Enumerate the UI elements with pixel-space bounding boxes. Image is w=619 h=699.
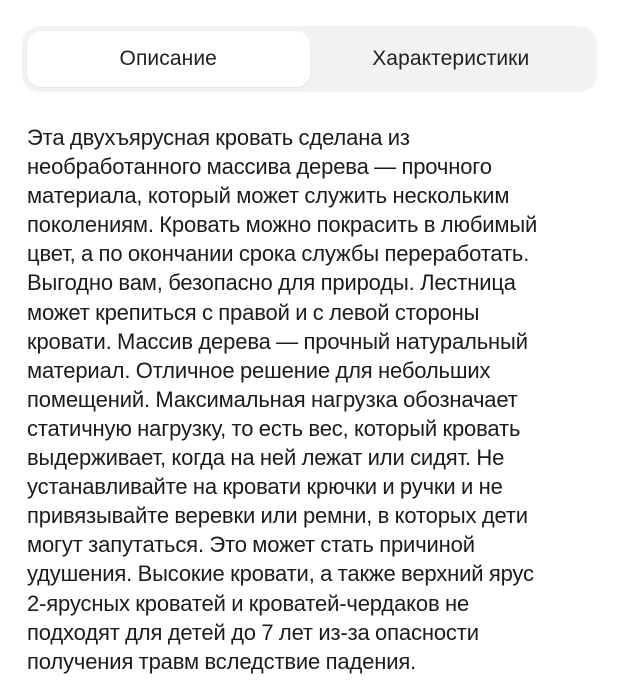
description-line: удушения. Высокие кровати, а также верхний ярус <box>27 561 534 587</box>
description-line: выдерживает, когда на ней лежат или сидят. Не <box>27 445 505 471</box>
description-line: кровати. Массив дерева — прочный натуральный <box>27 328 528 354</box>
description-text <box>27 123 597 676</box>
description-line: цвет, а по окончании срока службы переработать. <box>27 241 530 267</box>
tab-characteristics[interactable]: Характеристики <box>372 47 530 70</box>
description-line: устанавливайте на кровати крючки и ручки и не <box>27 474 503 500</box>
description-line: могут запутаться. Это может стать причиной <box>27 532 475 558</box>
description-line: 2-ярусных кроватей и кроватей-чердаков не <box>27 590 470 616</box>
tab-bar <box>22 26 597 92</box>
description-line: поколениям. Кровать можно покрасить в любимый <box>27 212 538 238</box>
description-line: Выгодно вам, безопасно для природы. Лестница <box>27 270 516 296</box>
description-line: подходят для детей до 7 лет из-за опасности <box>27 619 479 645</box>
description-line: получения травм вследствие падения. <box>27 648 417 674</box>
description-line: помещений. Максимальная нагрузка обозначает <box>27 386 518 412</box>
description-line: материала, который может служить нескольким <box>27 183 510 209</box>
description-line: привязывайте веревки или ремни, в которых дети <box>27 503 528 529</box>
tab-description[interactable]: Описание <box>27 31 310 87</box>
description-line: материал. Отличное решение для небольших <box>27 357 491 383</box>
description-line: статичную нагрузку, то есть вес, который кровать <box>27 415 521 441</box>
description-line: может крепиться с правой и с левой стороны <box>27 299 480 325</box>
description-line: Эта двухъярусная кровать сделана из <box>27 125 410 150</box>
description-line: необработанного массива дерева — прочного <box>27 154 492 180</box>
top-edge <box>0 0 619 14</box>
